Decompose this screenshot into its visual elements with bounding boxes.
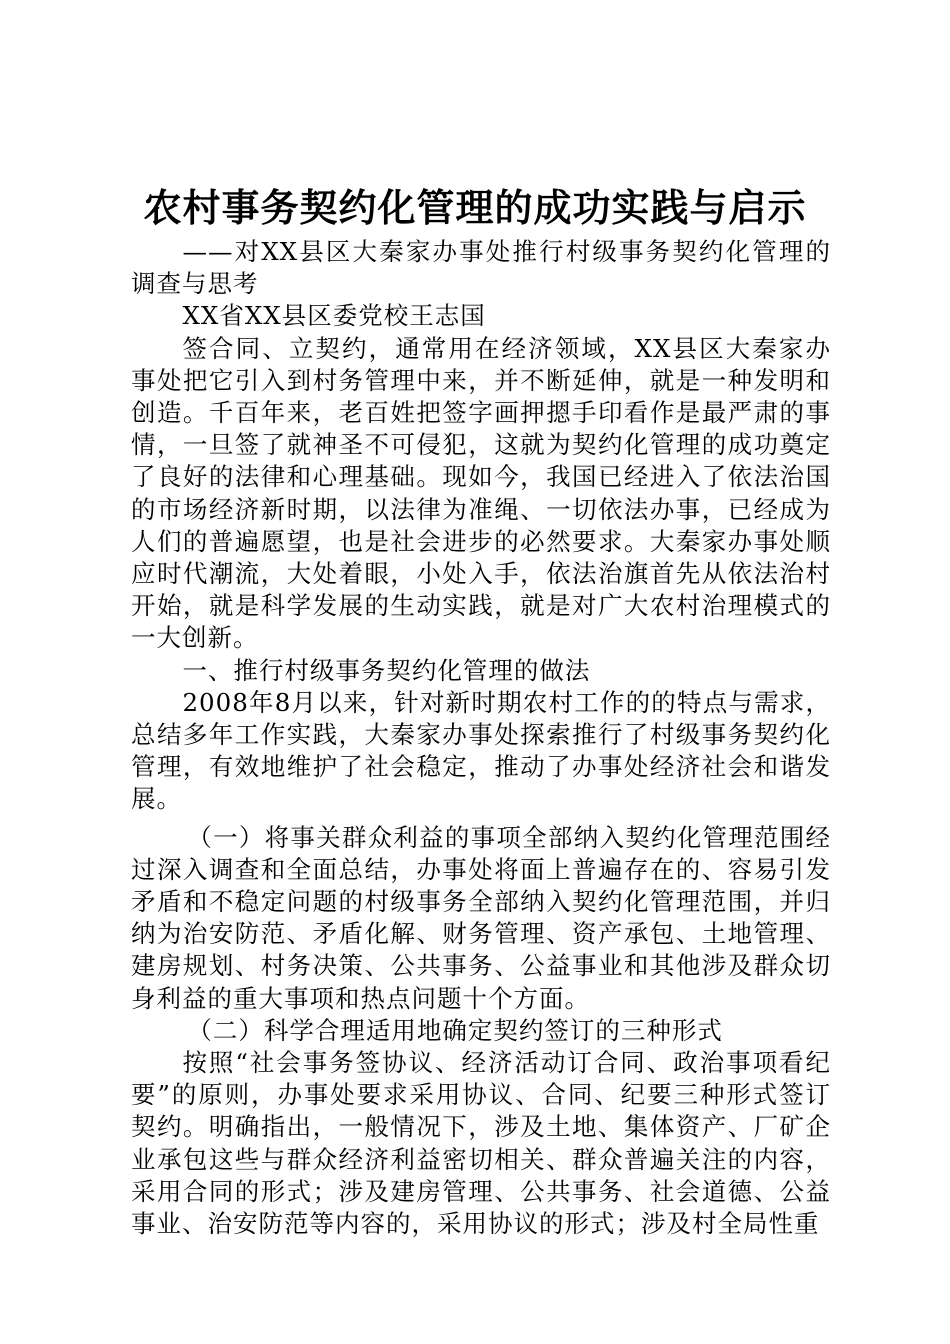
subsection-heading: （二）科学合理适用地确定契约签订的三种形式 bbox=[187, 1015, 723, 1045]
document-body bbox=[131, 236, 831, 1240]
section-heading: 一、推行村级事务契约化管理的做法 bbox=[182, 655, 591, 685]
document-title: 农村事务契约化管理的成功实践与启示 bbox=[143, 185, 807, 230]
subtitle: ——对XX县区大秦家办事处推行村级事务契约化管理的调查与思考 bbox=[131, 237, 831, 299]
paragraph: 按照“社会事务签协议、经济活动订合同、政治事项看纪要”的原则，办事处要求采用协议、合同、纪要三种形式签订契约。明确指出，一般情况下，涉及土地、集体资产、厂矿企业承包这些与群众经济利益密切相关、群众普遍关注的内容，采用合同的形式；涉及建房管理、公共事务、社会道德、公益事业、治安防范等内容的，采用协议的形式；涉及村全局性重 bbox=[131, 1048, 831, 1239]
author-line: XX省XX县区委党校王志国 bbox=[182, 301, 486, 331]
subsection-paragraph: （一）将事关群众利益的事项全部纳入契约化管理范围经过深入调查和全面总结，办事处将面上普遍存在的、容易引发矛盾和不稳定问题的村级事务全部纳入契约化管理范围，并归纳为治安防范、矛盾化解、财务管理、资产承包、土地管理、建房规划、村务决策、公共事务、公益事业和其他涉及群众切身利益的重大事项和热点问题十个方面。 bbox=[131, 822, 831, 1013]
paragraph: 2008年8月以来，针对新时期农村工作的的特点与需求，总结多年工作实践，大秦家办事处探索推行了村级事务契约化管理，有效地维护了社会稳定，推动了办事处经济社会和谐发展。 bbox=[131, 687, 831, 814]
paragraph: 签合同、立契约，通常用在经济领域，XX县区大秦家办事处把它引入到村务管理中来，并不断延伸，就是一种发明和创造。千百年来，老百姓把签字画押摁手印看作是最严肃的事情，一旦签了就神圣不可侵犯，这就为契约化管理的成功奠定了良好的法律和心理基础。现如今，我国已经进入了依法治国的市场经济新时期，以法律为准绳、一切依法办事，已经成为人们的普遍愿望，也是社会进步的必然要求。大秦家办事处顺应时代潮流，大处着眼，小处入手，依法治旗首先从依法治村开始，就是科学发展的生动实践，就是对广大农村治理模式的一大创新。 bbox=[131, 333, 831, 653]
